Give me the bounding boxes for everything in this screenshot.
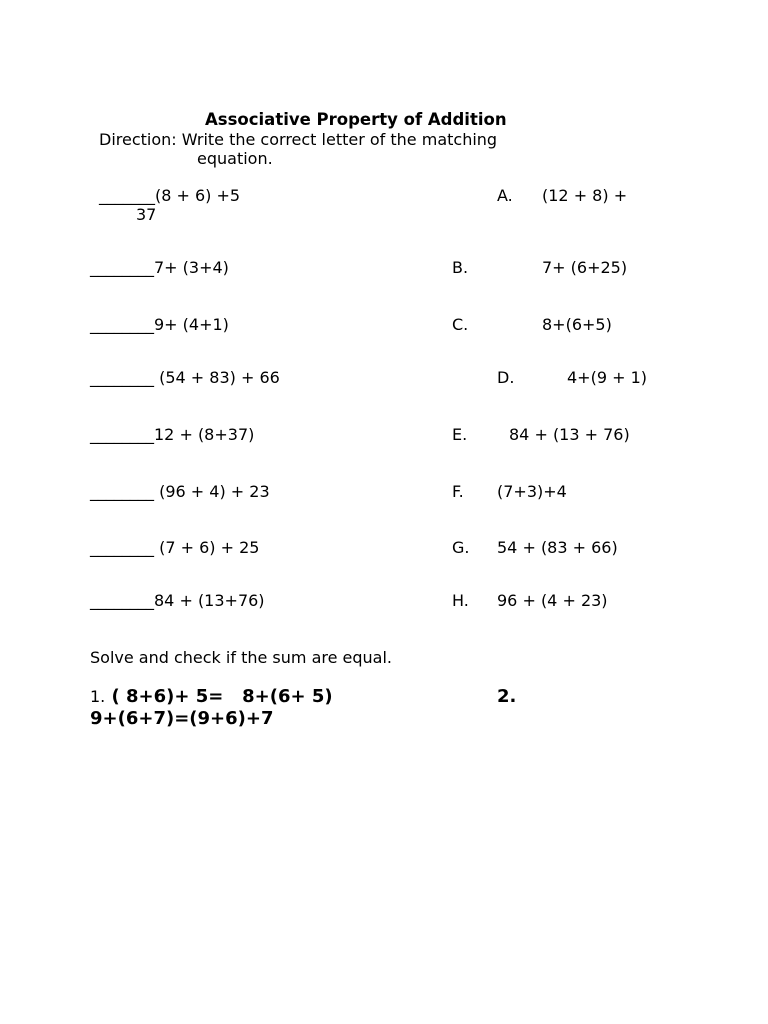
right-equation-h: 96 + (4 + 23) — [497, 591, 608, 610]
solve-item-2-equation: 9+(6+7)=(9+6)+7 — [90, 708, 274, 729]
item-equation: 12 + (8+37) — [154, 425, 255, 444]
right-equation-a: (12 + 8) + — [542, 186, 628, 205]
item-equation: (8 + 6) +5 — [155, 186, 241, 205]
answer-blank[interactable]: _______ — [99, 186, 155, 205]
right-letter-e: E. — [452, 425, 468, 444]
answer-blank[interactable]: ________ — [90, 538, 154, 557]
right-equation-g: 54 + (83 + 66) — [497, 538, 618, 557]
left-item-1 — [99, 186, 240, 205]
left-item-4 — [90, 368, 280, 387]
left-item-7 — [90, 538, 259, 557]
solve-item-2-number: 2. — [497, 686, 517, 707]
right-letter-d: D. — [497, 368, 515, 387]
item-equation: (54 + 83) + 66 — [154, 368, 280, 387]
item-equation: 7+ (3+4) — [154, 258, 229, 277]
worksheet-title: Associative Property of Addition — [205, 110, 507, 129]
answer-blank[interactable]: ________ — [90, 315, 154, 334]
solve-item-1 — [90, 686, 333, 707]
answer-blank[interactable]: ________ — [90, 258, 154, 277]
left-item-2 — [90, 258, 229, 277]
left-item-3 — [90, 315, 229, 334]
solve-instruction: Solve and check if the sum are equal. — [90, 648, 392, 667]
item-equation: (7 + 6) + 25 — [154, 538, 260, 557]
answer-blank[interactable]: ________ — [90, 368, 154, 387]
right-equation-b: 7+ (6+25) — [542, 258, 628, 277]
solve-item-1-equation: ( 8+6)+ 5= 8+(6+ 5) — [105, 686, 333, 707]
answer-blank[interactable]: ________ — [90, 482, 154, 501]
right-equation-f: (7+3)+4 — [497, 482, 567, 501]
right-letter-b: B. — [452, 258, 469, 277]
direction-line-2: equation. — [197, 149, 273, 168]
left-item-6 — [90, 482, 270, 501]
left-item-8 — [90, 591, 265, 610]
right-letter-g: G. — [452, 538, 470, 557]
right-equation-c: 8+(6+5) — [542, 315, 612, 334]
left-item-5 — [90, 425, 254, 444]
direction-line-1: Direction: Write the correct letter of the matching — [99, 130, 498, 149]
item-equation: 9+ (4+1) — [154, 315, 229, 334]
right-letter-a: A. — [497, 186, 513, 205]
solve-item-1-number: 1. — [90, 687, 106, 706]
right-letter-f: F. — [452, 482, 464, 501]
item-equation: (96 + 4) + 23 — [154, 482, 270, 501]
item-equation: 84 + (13+76) — [154, 591, 265, 610]
answer-blank[interactable]: ________ — [90, 425, 154, 444]
left-item-1-wrap: 37 — [136, 205, 157, 224]
right-letter-h: H. — [452, 591, 469, 610]
answer-blank[interactable]: ________ — [90, 591, 154, 610]
right-letter-c: C. — [452, 315, 469, 334]
right-equation-d: 4+(9 + 1) — [567, 368, 648, 387]
right-equation-e: 84 + (13 + 76) — [509, 425, 630, 444]
